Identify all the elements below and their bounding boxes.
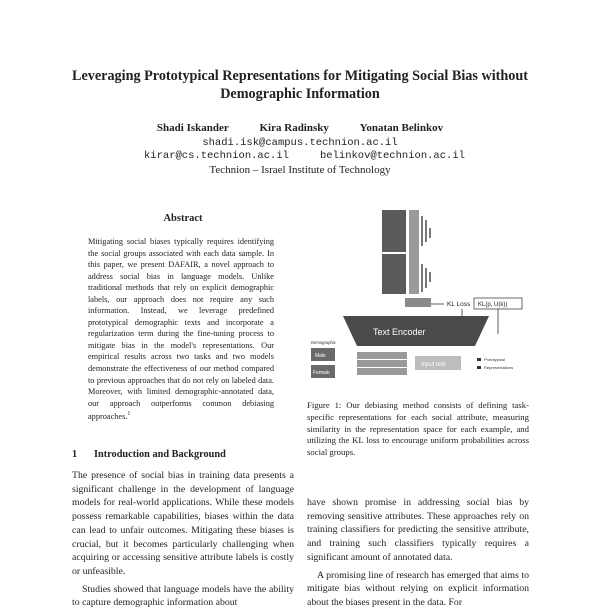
similarity-box (405, 298, 431, 307)
representation-box (357, 360, 407, 367)
section-number: 1 (72, 449, 78, 460)
paragraph: have shown promise in addressing social bias by removing sensitive attributes. These approaches rely on training classifiers for predicting the sensitive attribute, and training such classifiers typically requires a significant amount of annotated data. (307, 497, 529, 563)
legend-marker (477, 366, 481, 369)
author-email: shadi.isk@campus.technion.ac.il (202, 137, 398, 149)
author-email: belinkov@technion.ac.il (320, 150, 465, 162)
paper-title: Leveraging Prototypical Representations for Mitigating Social Bias without Demographic Information (72, 68, 528, 102)
representation-box (357, 352, 407, 359)
input-text-label: Input text (421, 362, 446, 368)
abstract-body: Mitigating social biases typically requires identifying the social groups associated with each data sample. In this paper, we present DAFAIR, a novel approach to address social bias in language models. Unlike traditional methods that rely on explicit demographic labels, our approach does not require any such information. Instead, we leverage predefined prototypical demographic texts and incorporate a regularization term during the fine-tuning process to mitigate bias in the model's representations. Our empirical results across two tasks and two models demonstrate the effectiveness of our method compared to previous approaches that do not rely on labeled data. Moreover, with limited demographic-annotated data, our approach outperforms common debiasing approaches. (88, 237, 274, 421)
right-column-text (307, 496, 529, 610)
abstract-heading: Abstract (163, 213, 203, 224)
demographic-label: Male (315, 353, 326, 359)
author-email: kirar@cs.technion.ac.il (144, 150, 289, 162)
footnote-mark: 1 (127, 411, 131, 418)
affiliation: Technion – Israel Institute of Technology (209, 164, 391, 176)
prototype-bar (382, 210, 406, 252)
author-name: Kira Radinsky (259, 122, 329, 134)
text-encoder-label: Text Encoder (373, 327, 426, 337)
legend-label: Prototypical (484, 357, 505, 362)
kl-loss-label: KL Loss (447, 301, 471, 308)
prototype-bar (382, 254, 406, 294)
author-name: Shadi Iskander (156, 122, 229, 134)
prototype-bar (409, 210, 419, 294)
legend-marker (477, 358, 481, 361)
debias-diagram (307, 206, 529, 391)
representation-box (357, 368, 407, 375)
figure-caption: Figure 1: Our debiasing method consists of defining task-specific representations for each social attribute, measuring similarity in the representation space for each example, and utilizing the KL loss to encourage uniform probabilities across social groups. (307, 400, 529, 458)
figure-1 (307, 206, 529, 391)
author-name: Yonatan Belinkov (359, 122, 444, 134)
paragraph: The presence of social bias in training data presents a significant challenge in the development of language models for real-world applications. While these models possess remarkable capabilities, biases within the data can lead to unfair outcomes. Mitigating these biases is crucial, but it becomes particularly challenging when acquiring or accessing sensitive attribute labels is costly or unfeasible. (72, 470, 294, 577)
author-list (0, 122, 600, 134)
legend-label: Representations (484, 365, 514, 370)
demographic-header: Demographic (311, 340, 336, 345)
left-column-text (72, 469, 294, 610)
paragraph: A promising line of research has emerged that aims to mitigate bias without relying on explicit information about the biases present in the data. For (307, 569, 529, 608)
prototype-marks (421, 216, 431, 292)
section-title: Introduction and Background (94, 449, 226, 460)
paragraph: Studies showed that language models have the ability to capture demographic information about (72, 583, 294, 609)
abstract-text (88, 236, 274, 423)
demographic-label: Female (313, 370, 330, 376)
kl-expression: KL(p, U(k)) (478, 302, 508, 308)
section-heading (72, 449, 226, 460)
